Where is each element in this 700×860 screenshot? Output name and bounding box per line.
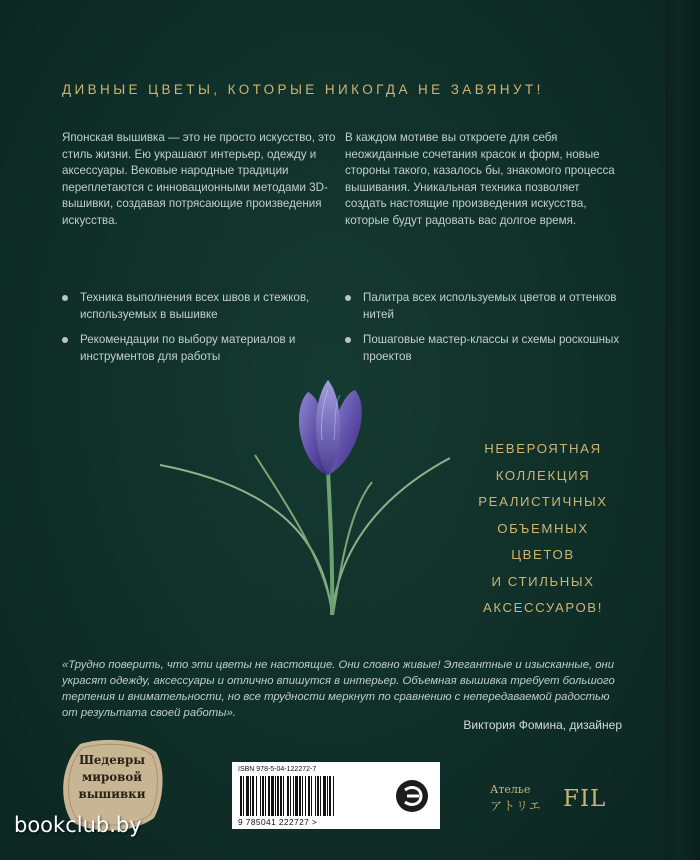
- promo-line: АКСЕССУАРОВ!: [483, 600, 603, 615]
- feature-bullet: [345, 290, 633, 323]
- crocus-flower-illustration: [150, 370, 480, 630]
- feature-text: Пошаговые мастер-классы и схемы роскошных проектов: [363, 333, 620, 363]
- imprint-name-jp: アトリエ: [490, 799, 542, 813]
- bullet-dot-icon: [345, 295, 351, 301]
- promo-line: НЕВЕРОЯТНАЯ: [484, 441, 602, 456]
- isbn-text: ISBN 978-5-04-122272-7: [238, 766, 317, 773]
- feature-bullet: [62, 290, 350, 323]
- feature-text: Техника выполнения всех швов и стежков, используемых в вышивке: [80, 291, 310, 321]
- imprint-logo: [490, 782, 560, 814]
- testimonial-quote: «Трудно поверить, что эти цветы не настоящие. Они словно живые! Элегантные и изысканные, они украсят одежду, аксессуары и отлично впишутся в интерьер. Объемная вышивка требует большого терпения и внимательности, но все трудности меркнут по сравнению с непередаваемой радостью от результата своей работы».: [62, 659, 615, 719]
- bullet-dot-icon: [62, 337, 68, 343]
- feature-text: Рекомендации по выбору материалов и инструментов для работы: [80, 333, 296, 363]
- promo-line: КОЛЛЕКЦИЯ: [495, 467, 591, 483]
- bullet-dot-icon: [62, 295, 68, 301]
- barcode-digits: 9 785041 222727 >: [238, 817, 318, 827]
- feature-bullet: [345, 332, 633, 365]
- series-seal-text: [60, 752, 164, 803]
- publisher-logo-icon: [394, 778, 430, 814]
- promo-line: И СТИЛЬНЫХ: [491, 573, 595, 589]
- promo-line: ЦВЕТОВ: [511, 547, 575, 562]
- imprint-name-ru: Ателье: [490, 783, 531, 796]
- seal-line: Шедевры: [78, 753, 146, 767]
- promo-text: [468, 436, 618, 622]
- bullet-dot-icon: [345, 337, 351, 343]
- tagline: ДИВНЫЕ ЦВЕТЫ, КОТОРЫЕ НИКОГДА НЕ ЗАВЯНУТ!: [62, 82, 544, 97]
- barcode-icon: [238, 776, 378, 816]
- intro-paragraph-left: Японская вышивка — это не просто искусство, это стиль жизни. Ею украшают интерьер, одежду и аксессуары. Вековые народные традиции переплетаются с инновационными методами 3D-вышивки, создавая потрясающие произведения искусства.: [62, 131, 336, 227]
- spine-edge: [665, 0, 700, 860]
- seal-line: мировой: [82, 770, 142, 784]
- barcode-panel: [232, 762, 440, 829]
- seal-line: вышивки: [78, 787, 146, 801]
- feature-text: Палитра всех используемых цветов и оттенков нитей: [363, 291, 617, 321]
- promo-line: ОБЪЕМНЫХ: [497, 520, 589, 536]
- quote-author: Виктория Фомина, дизайнер: [463, 718, 622, 732]
- feature-bullet: [62, 332, 350, 365]
- imprint-fil: FIL: [563, 786, 607, 812]
- intro-paragraph-right: В каждом мотиве вы откроете для себя неожиданные сочетания красок и форм, новые стороны такого, казалось бы, знакомого процесса вышивания. Уникальная техника позволяет создать настоящие произведения искусства, которые будут радовать вас долгое время.: [345, 131, 615, 227]
- site-watermark: bookclub.by: [14, 813, 142, 837]
- promo-line: РЕАЛИСТИЧНЫХ: [478, 494, 608, 509]
